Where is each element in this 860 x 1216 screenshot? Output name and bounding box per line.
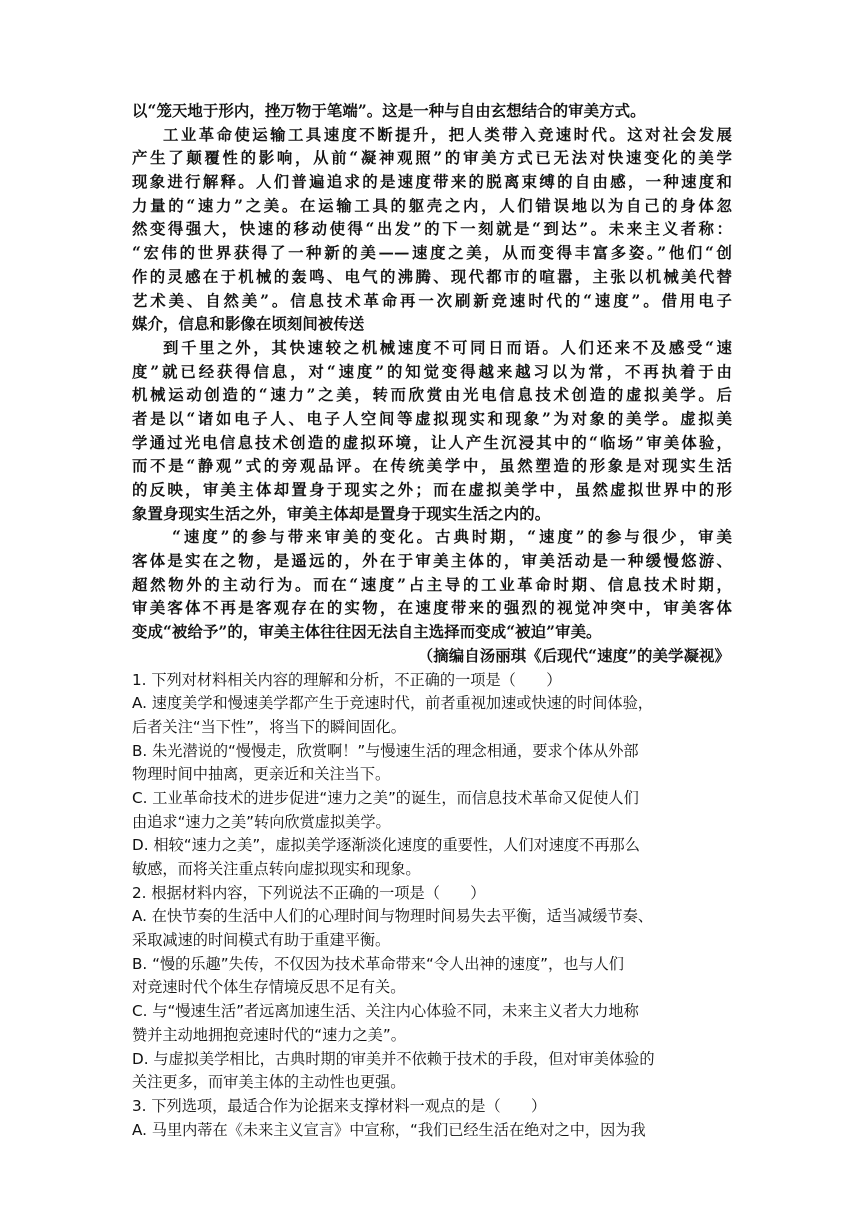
question-option: 采取减速的时间模式有助于重建平衡。	[132, 931, 391, 950]
passage-line: 超然物外的主动行为。而在“速度”占主导的工业革命时期、信息技术时期，	[132, 575, 732, 594]
question-option: 赞并主动地拥抱竞速时代的“速力之美”。	[132, 1025, 406, 1044]
document-page	[132, 100, 732, 1142]
question-option: C. 工业革命技术的进步促进“速力之美”的诞生，而信息技术革命又促使人们	[132, 788, 639, 807]
passage-line: 媒介，信息和影像在顷刻间被传送	[132, 315, 365, 334]
question-option: D. 与虚拟美学相比，古典时期的审美并不依赖于技术的手段，但对审美体验的	[132, 1049, 655, 1068]
passage-line: 以“笼天地于形内，挫万物于笔端”。这是一种与自由玄想结合的审美方式。	[132, 102, 646, 120]
question-option: A. 速度美学和慢速美学都产生于竞速时代，前者重视加速或快速的时间体验，	[132, 694, 653, 713]
passage-line: 然变得强大，快速的移动使得“出发”的下一刻就是“到达”。未来主义者称：	[132, 220, 732, 239]
passage-line: 工业革命使运输工具速度不断提升，把人类带入竞速时代。这对社会发展	[163, 125, 732, 144]
question-option: 物理时间中抽离，更亲近和关注当下。	[132, 765, 391, 784]
passage-line: 度”就已经获得信息，对“速度”的知觉变得越来越习以为常，不再执着于由	[132, 362, 732, 381]
passage	[132, 100, 732, 669]
passage-line: 机械运动创造的“速力”之美，转而欣赏由光电信息技术创造的虚拟美学。后	[132, 386, 732, 405]
question-option: 后者关注“当下性”，将当下的瞬间固化。	[132, 717, 406, 736]
passage-line: 艺术美、自然美”。信息技术革命再一次刷新竞速时代的“速度”。借用电子	[132, 291, 732, 310]
question-option: 关注更多，而审美主体的主动性也更强。	[132, 1073, 406, 1092]
question-option: B. “慢的乐趣”失传，不仅因为技术革命带来“令人出神的速度”，也与人们	[132, 954, 624, 973]
passage-line: 力量的“速力”之美。在运输工具的躯壳之内，人们错误地以为自己的身体忽	[132, 196, 732, 215]
question-option: A. 在快节奏的生活中人们的心理时间与物理时间易失去平衡，适当减缓节奏、	[132, 907, 653, 926]
question-option: A. 马里内蒂在《未来主义宣言》中宣称，“我们已经生活在绝对之中，因为我	[132, 1120, 646, 1139]
passage-line: 而不是“静观”式的旁观品评。在传统美学中，虽然塑造的形象是对现实生活	[132, 457, 732, 476]
passage-line: 者是以“诸如电子人、电子人空间等虚拟现实和现象”为对象的美学。虚拟美	[132, 409, 732, 428]
passage-line: 客体是实在之物，是遥远的，外在于审美主体的，审美活动是一种缓慢悠游、	[132, 552, 732, 571]
passage-line: 变成“被给予”的，审美主体往往因无法自主选择而变成“被迫”审美。	[132, 623, 602, 642]
question-option: B. 朱光潜说的“慢慢走，欣赏啊！”与慢速生活的理念相通，要求个体从外部	[132, 741, 639, 760]
passage-line: 的反映，审美主体却置身于现实之外；而在虚拟美学中，虽然虚拟世界中的形	[132, 481, 732, 499]
passage-line: 象置身现实生活之外，审美主体却是置身于现实生活之内的。	[132, 504, 551, 523]
question-option: D. 相较“速力之美”，虚拟美学逐渐淡化速度的重要性，人们对速度不再那么	[132, 836, 640, 855]
question-stem: 3. 下列选项，最适合作为论据来支撑材料一观点的是（ ）	[132, 1096, 547, 1115]
question-stem: 2. 根据材料内容，下列说法不正确的一项是（ ）	[132, 883, 486, 902]
passage-line: “宏伟的世界获得了一种新的美——速度之美，从而变得丰富多姿。”他们“创	[132, 244, 732, 263]
passage-line: 作的灵感在于机械的轰鸣、电气的沸腾、现代都市的喧嚣，主张以机械美代替	[132, 267, 732, 286]
question-stem: 1. 下列对材料相关内容的理解和分析，不正确的一项是（ ）	[132, 670, 562, 689]
passage-line: 学通过光电信息技术创造的虚拟环境，让人产生沉浸其中的“临场”审美体验，	[132, 433, 732, 452]
questions	[132, 669, 732, 1143]
passage-line: 到千里之外，其快速较之机械速度不可同日而语。人们还来不及感受“速	[163, 338, 732, 357]
passage-line: “速度”的参与带来审美的变化。古典时期，“速度”的参与很少，审美	[172, 528, 732, 547]
question-option: 敏感，而将关注重点转向虚拟现实和现象。	[132, 860, 421, 878]
question-option: 对竞速时代个体生存情境反思不足有关。	[132, 978, 406, 997]
question-option: C. 与“慢速生活”者远离加速生活、关注内心体验不同，未来主义者大力地称	[132, 1002, 639, 1021]
passage-line: 产生了颠覆性的影响，从前“凝神观照”的审美方式已无法对快速变化的美学	[132, 149, 732, 168]
passage-line: 审美客体不再是客观存在的实物，在速度带来的强烈的视觉冲突中，审美客体	[132, 599, 732, 618]
passage-source: （摘编自汤丽琪《后现代“速度”的美学凝视》	[417, 646, 730, 665]
passage-line: 现象进行解释。人们普遍追求的是速度带来的脱离束缚的自由感，一种速度和	[132, 173, 732, 192]
question-option: 由追求“速力之美”转向欣赏虚拟美学。	[132, 812, 391, 831]
